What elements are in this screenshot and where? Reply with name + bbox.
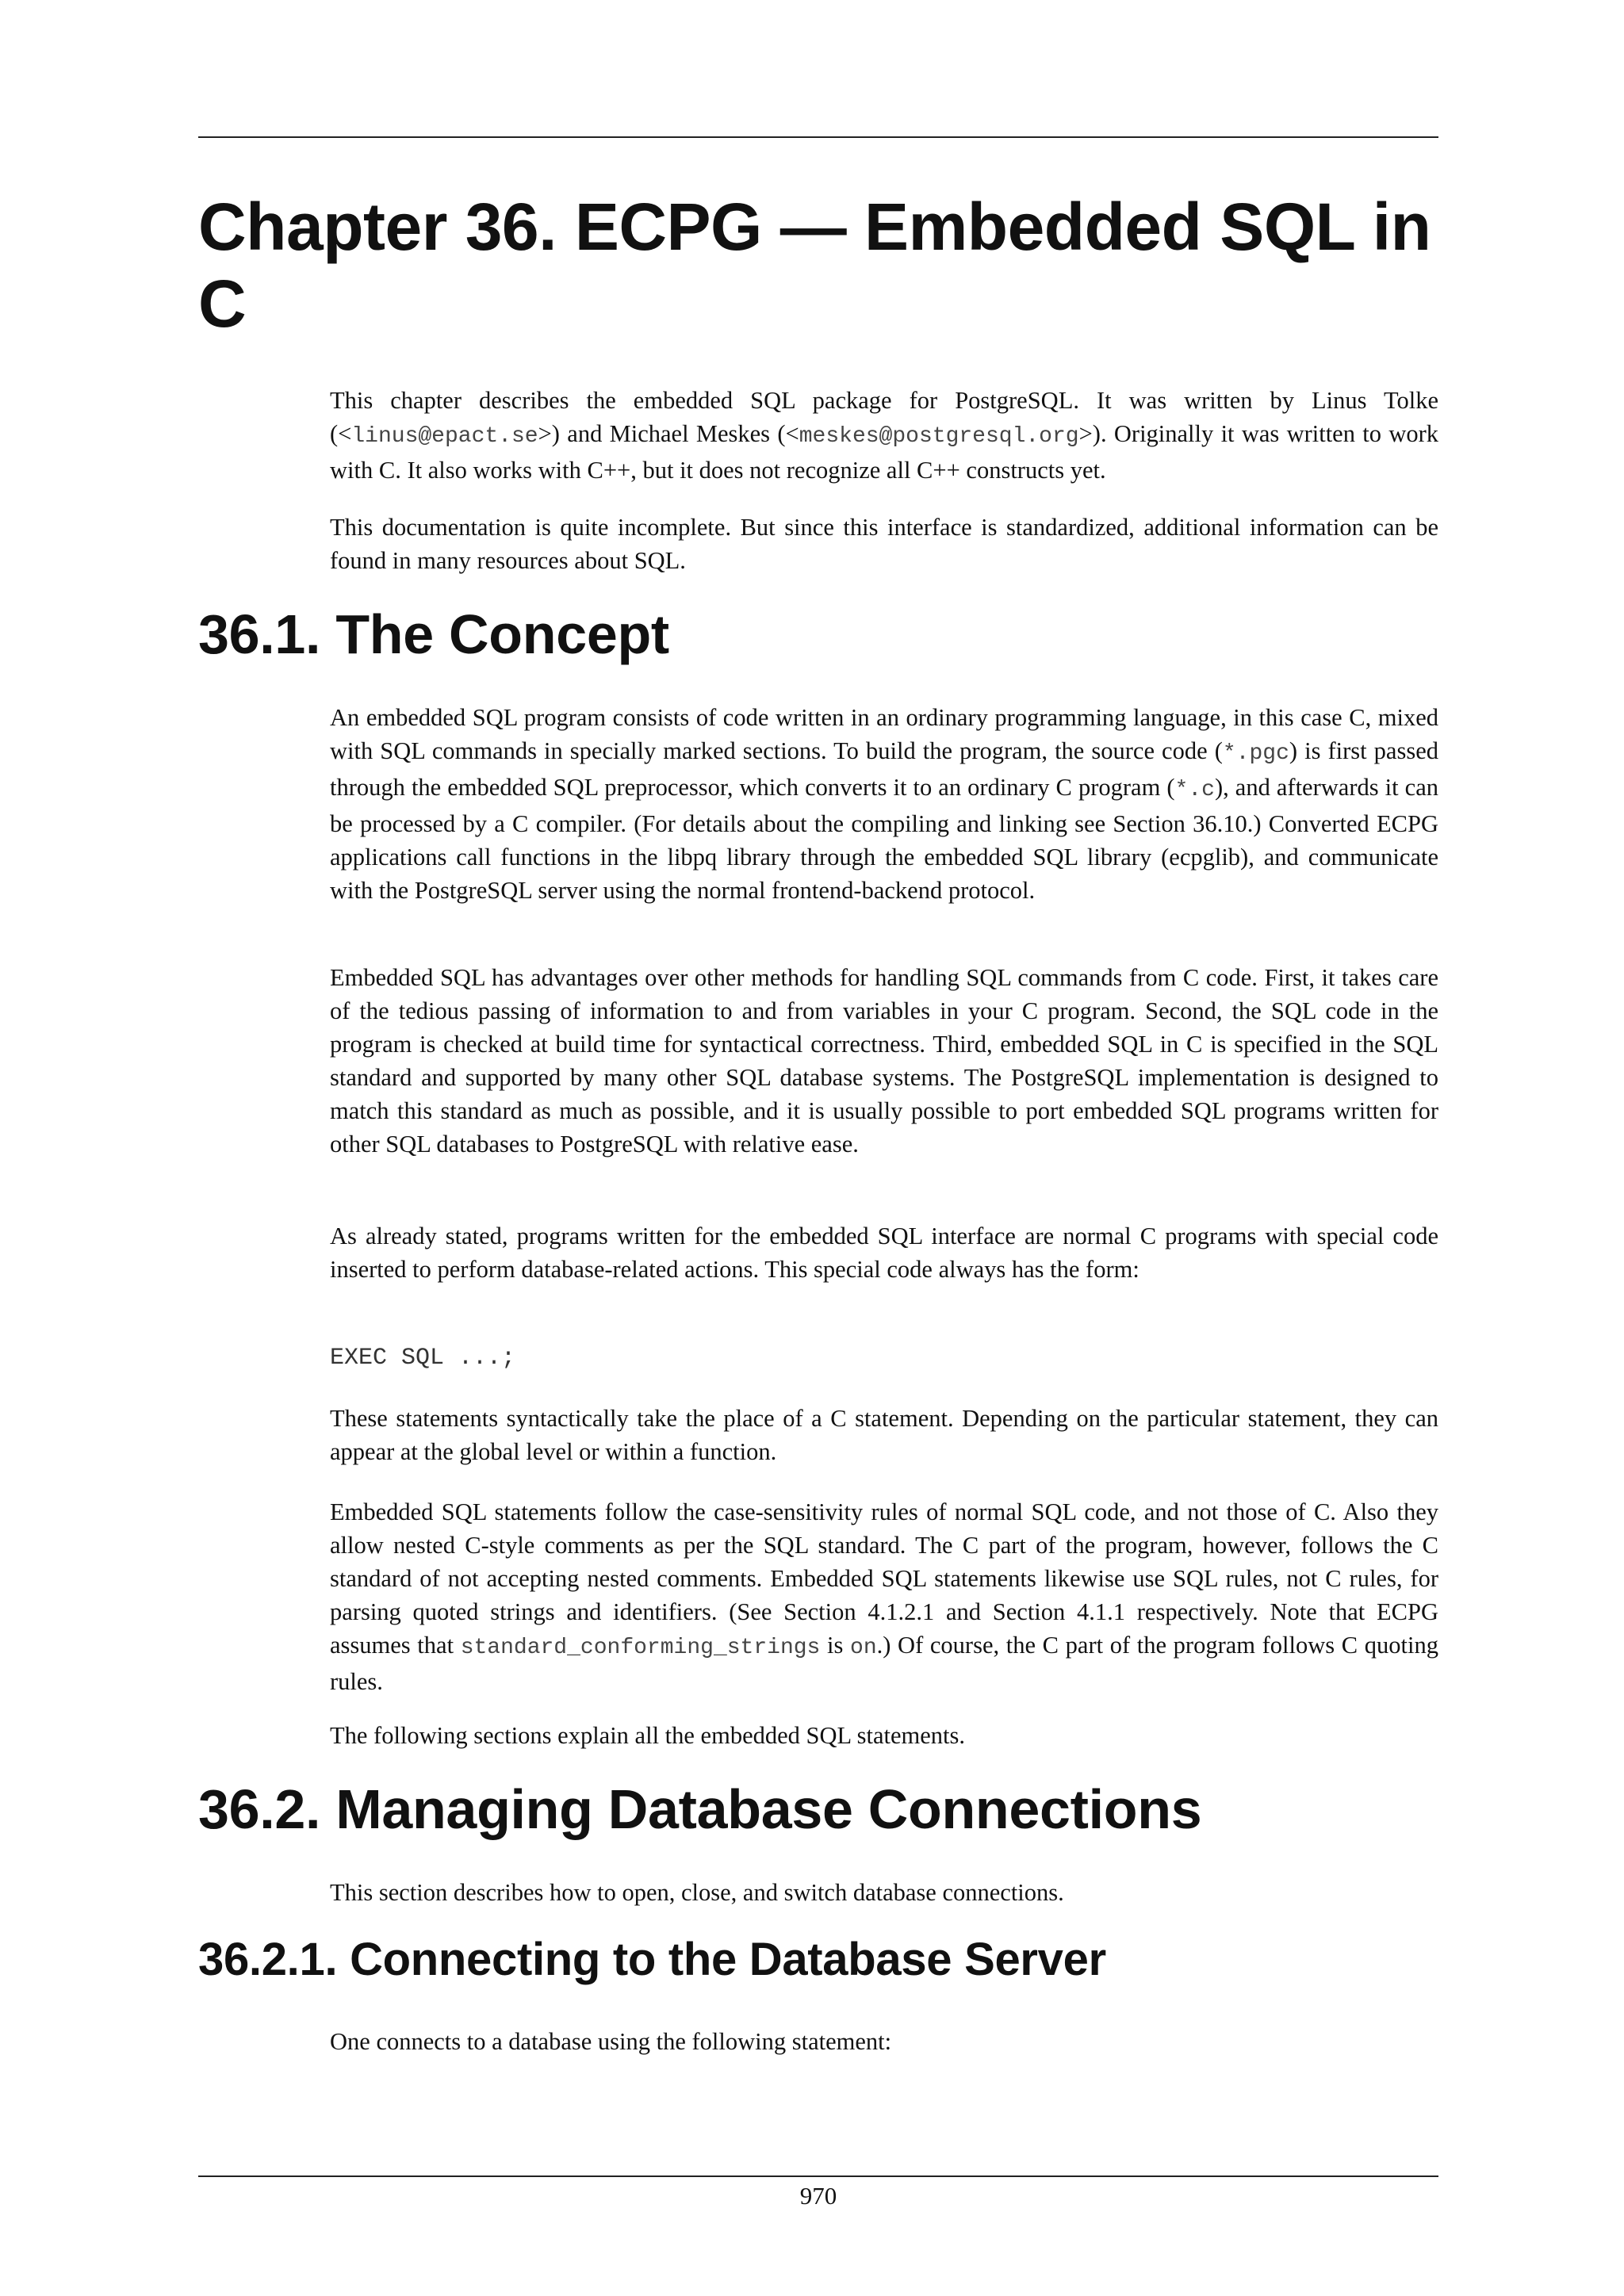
intro-paragraph-1: This chapter describes the embedded SQL package for PostgreSQL. It was written by Linus Tolke (<linus@epact.se>) and Michael Meskes (<meskes@postgresql.org>). Originally it was written to work with C. It also works with C++, but it does not recognize all C++ constructs yet.	[330, 387, 1438, 484]
section-heading-concept: 36.1. The Concept	[198, 603, 669, 665]
page-number: 970	[799, 2182, 837, 2210]
concept-paragraph-1: An embedded SQL program consists of code written in an ordinary programming language, in this case C, mixed with SQL commands in specially marked sections. To build the program, the source code (*.pgc) is first passed through the embedded SQL preprocessor, which converts it to an ordinary C program (*.c), and afterwards it can be processed by a C compiler. (For details about the compiling and linking see Section 36.10.) Converted ECPG applications call functions in the libpq library through the embedded SQL library (ecpglib), and communicate with the PostgreSQL server using the normal frontend-backend protocol.	[330, 704, 1438, 904]
header-rule	[198, 136, 1438, 138]
concept-paragraph-2: Embedded SQL has advantages over other methods for handling SQL commands from C code. First, it takes care of the tedious passing of information to and from variables in your C program. Second, the SQL code in the program is checked at build time for syntactical correctness. Third, embedded SQL in C is specified in the SQL standard and supported by many other SQL database systems. The PostgreSQL implementation is designed to match this standard as much as possible, and it is usually possible to port embedded SQL programs written for other SQL databases to PostgreSQL with relative ease.	[330, 964, 1438, 1158]
inline-code-standard-conforming-strings: standard_conforming_strings	[460, 1636, 821, 1660]
chapter-title: Chapter 36. ECPG — Embedded SQL in C	[198, 189, 1431, 341]
connecting-paragraph-1: One connects to a database using the following statement:	[330, 2028, 892, 2055]
inline-code-pgc: *.pgc	[1222, 741, 1289, 766]
intro-paragraph-2: This documentation is quite incomplete. But since this interface is standardized, additional information can be found in many resources about SQL.	[330, 514, 1438, 574]
email-linus: linus@epact.se	[351, 424, 538, 449]
footer-rule	[198, 2175, 1438, 2177]
section-heading-managing-connections: 36.2. Managing Database Connections	[198, 1778, 1202, 1840]
code-example-exec-sql: EXEC SQL ...;	[330, 1345, 516, 1372]
concept-paragraph-5: Embedded SQL statements follow the case-sensitivity rules of normal SQL code, and not those of C. Also they allow nested C-style comments as per the SQL standard. The C part of the program, however, follows the C standard of not accepting nested comments. Embedded SQL statements likewise use SQL rules, not C rules, for parsing quoted strings and identifiers. (See Section 4.1.2.1 and Section 4.1.1 respectively. Note that ECPG assumes that standard_conforming_strings is on.) Of course, the C part of the program follows C quoting rules.	[330, 1498, 1438, 1695]
connections-paragraph-1: This section describes how to open, close, and switch database connections.	[330, 1879, 1064, 1906]
section-heading-connecting: 36.2.1. Connecting to the Database Server	[198, 1934, 1106, 1985]
inline-code-c: *.c	[1174, 778, 1215, 802]
inline-code-on: on	[850, 1636, 877, 1660]
email-meskes: meskes@postgresql.org	[799, 424, 1079, 449]
concept-paragraph-6: The following sections explain all the embedded SQL statements.	[330, 1722, 965, 1749]
concept-paragraph-4: These statements syntactically take the place of a C statement. Depending on the particular statement, they can appear at the global level or within a function.	[330, 1405, 1438, 1465]
concept-paragraph-3: As already stated, programs written for the embedded SQL interface are normal C programs with special code inserted to perform database-related actions. This special code always has the form:	[330, 1223, 1438, 1283]
